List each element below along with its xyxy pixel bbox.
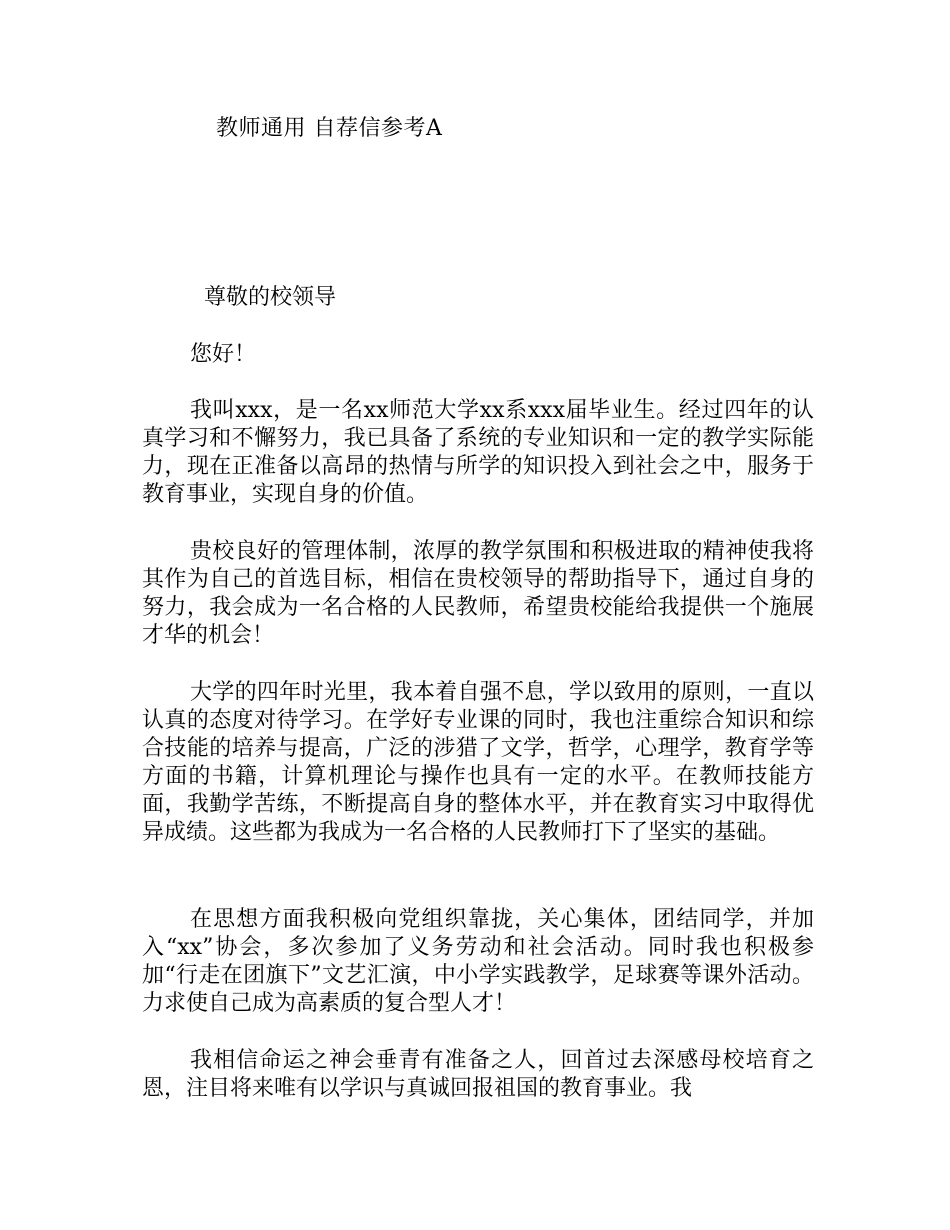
- paragraph-school-goal: 贵校良好的管理体制，浓厚的教学氛围和积极进取的精神使我将其作为自己的首选目标，相信在贵校领导的帮助指导下，通过自身的努力，我会成为一名合格的人民教师，希望贵校能给我提供一个施展才华的机会！: [142, 539, 814, 648]
- paragraph-activities: 在思想方面我积极向党组织靠拢，关心集体，团结同学，并加入“xx”协会，多次参加了义务劳动和社会活动。同时我也积极参加“行走在团旗下”文艺汇演，中小学实践教学，足球赛等课外活动。力求使自己成为高素质的复合型人才！: [142, 907, 814, 1016]
- greeting: 您好！: [190, 342, 257, 367]
- paragraph-closing: 我相信命运之神会垂青有准备之人，回首过去深感母校培育之恩，注目将来唯有以学识与真诚回报祖国的教育事业。我: [142, 1048, 814, 1101]
- document-title: 教师通用 自荐信参考A: [216, 116, 443, 141]
- paragraph-academics: 大学的四年时光里，我本着自强不息，学以致用的原则，一直以认真的态度对待学习。在学好专业课的同时，我也注重综合知识和综合技能的培养与提高，广泛的涉猎了文学，哲学，心理学，教育学等方面的书籍，计算机理论与操作也具有一定的水平。在教师技能方面，我勤学苦练，不断提高自身的整体水平，并在教育实习中取得优异成绩。这些都为我成为一名合格的人民教师打下了坚实的基础。: [142, 680, 814, 845]
- paragraph-introduction: 我叫xxx，是一名xx师范大学xx系xxx届毕业生。经过四年的认真学习和不懈努力，我已具备了系统的专业知识和一定的教学实际能力，现在正准备以高昂的热情与所学的知识投入到社会之中，服务于教育事业，实现自身的价值。: [142, 398, 814, 507]
- salutation: 尊敬的校领导: [204, 285, 337, 310]
